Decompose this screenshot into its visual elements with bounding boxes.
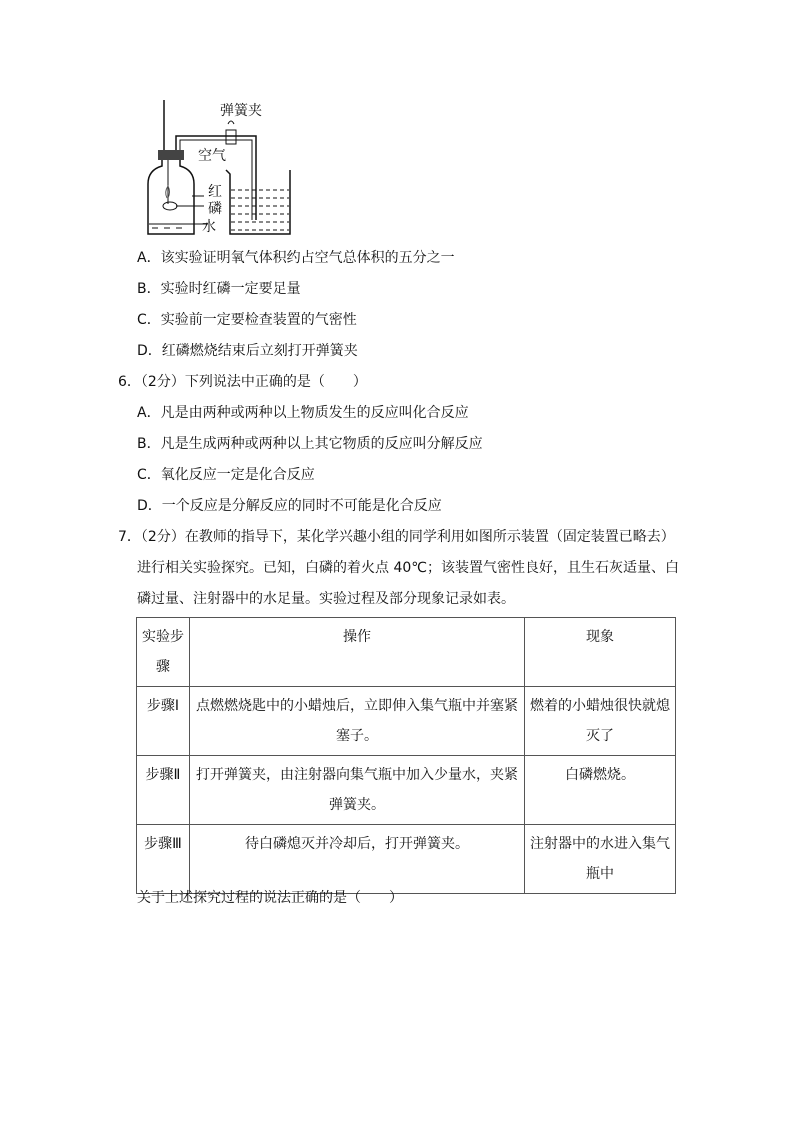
- label-spring-clip: 弹簧夹: [220, 103, 262, 119]
- label-phosphorus: 磷: [208, 201, 222, 217]
- table-cell: 燃着的小蜡烛很快就熄灭了: [525, 687, 676, 756]
- q6-option-c: C．氧化反应一定是化合反应: [137, 467, 315, 483]
- table-cell: 步骤Ⅱ: [137, 756, 190, 825]
- label-water: 水: [202, 219, 216, 235]
- q5-option-c: C．实验前一定要检查装置的气密性: [137, 312, 357, 328]
- table-cell: 步骤Ⅲ: [137, 825, 190, 894]
- table-cell: 注射器中的水进入集气瓶中: [525, 825, 676, 894]
- table-row: [137, 687, 676, 756]
- label-red: 红: [208, 184, 222, 200]
- q6-option-d: D．一个反应是分解反应的同时不可能是化合反应: [137, 498, 442, 514]
- table-cell: 步骤Ⅰ: [137, 687, 190, 756]
- q7-stem-line3: 磷过量、注射器中的水足量。实验过程及部分现象记录如表。: [137, 591, 515, 607]
- q7-question: 关于上述探究过程的说法正确的是（ ）: [137, 890, 403, 906]
- table-cell: 待白磷熄灭并冷却后，打开弹簧夹。: [190, 825, 525, 894]
- label-air: 空气: [198, 148, 226, 164]
- table-header-row: [137, 618, 676, 687]
- q5-option-b: B．实验时红磷一定要足量: [137, 281, 301, 297]
- table-header: 操作: [190, 618, 525, 687]
- q6-option-a: A．凡是由两种或两种以上物质发生的反应叫化合反应: [137, 405, 469, 421]
- q6-option-b: B．凡是生成两种或两种以上其它物质的反应叫分解反应: [137, 436, 483, 452]
- table-cell: 点燃燃烧匙中的小蜡烛后，立即伸入集气瓶中并塞紧塞子。: [190, 687, 525, 756]
- apparatus-drawing: [140, 100, 300, 240]
- apparatus-diagram: [140, 100, 300, 240]
- q7-stem-line1: 7．（2分）在教师的指导下，某化学兴趣小组的同学利用如图所示装置（固定装置已略去）: [118, 529, 675, 545]
- table-header: 实验步骤: [137, 618, 190, 687]
- table-cell: 打开弹簧夹，由注射器向集气瓶中加入少量水，夹紧弹簧夹。: [190, 756, 525, 825]
- table-row: [137, 756, 676, 825]
- q5-option-a: A．该实验证明氧气体积约占空气总体积的五分之一: [137, 250, 455, 266]
- experiment-table: [136, 617, 676, 894]
- table-cell: 白磷燃烧。: [525, 756, 676, 825]
- q5-option-d: D．红磷燃烧结束后立刻打开弹簧夹: [137, 343, 358, 359]
- table-row: [137, 825, 676, 894]
- table-header: 现象: [525, 618, 676, 687]
- q6-stem: 6．（2分）下列说法中正确的是（ ）: [118, 374, 367, 390]
- q7-stem-line2: 进行相关实验探究。已知，白磷的着火点 40℃；该装置气密性良好，且生石灰适量、白: [137, 560, 679, 576]
